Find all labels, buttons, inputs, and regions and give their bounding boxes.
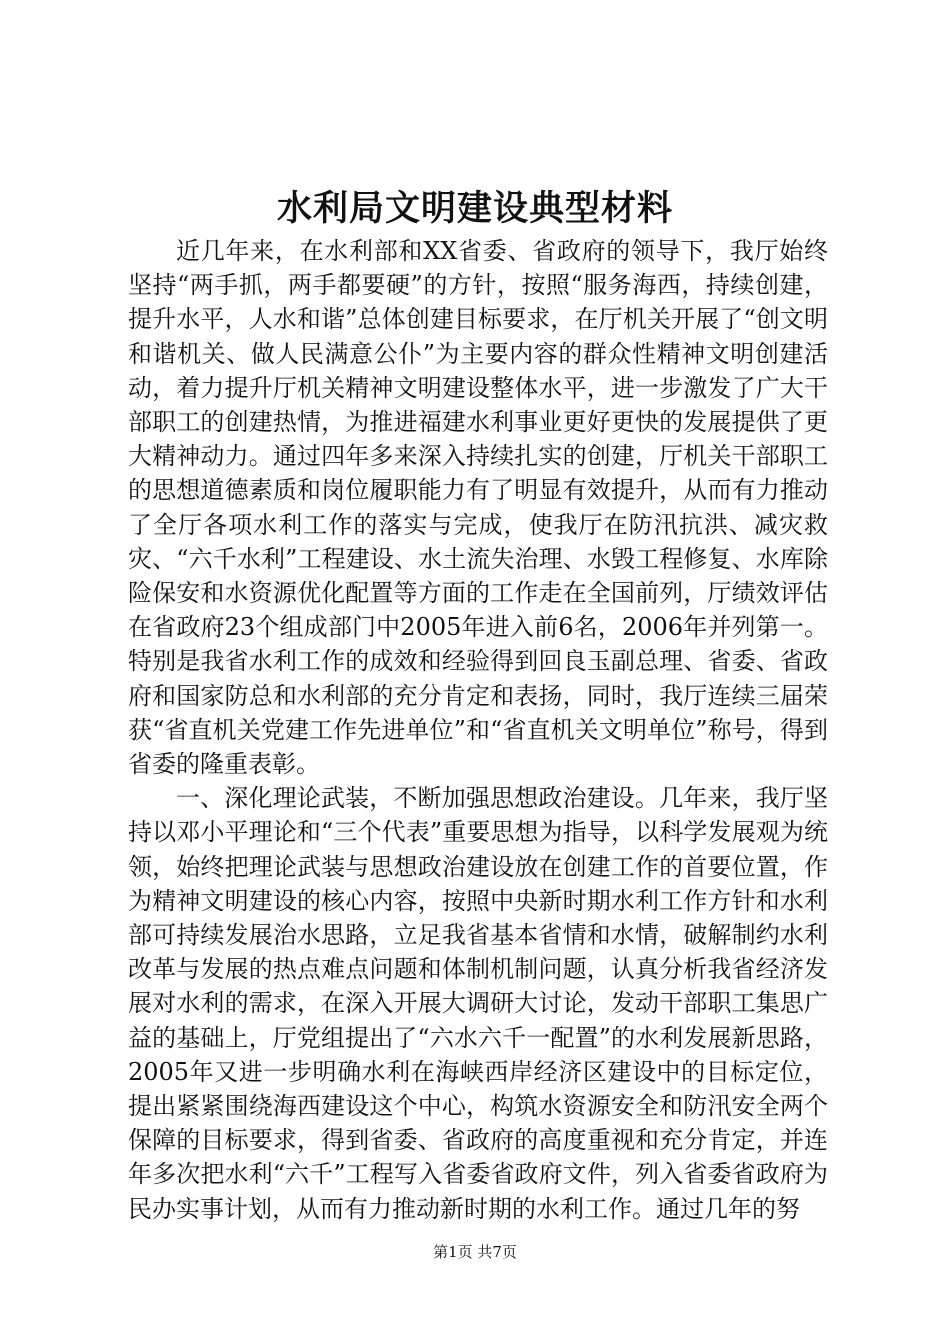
paragraph-section-1: 一、深化理论武装，不断加强思想政治建设。几年来，我厅坚持以邓小平理论和“三个代表”重要思想为指导，以科学发展观为统领，始终把理论武装与思想政治建设放在创建工作的首要位置，作为精神文明建设的核心内容，按照中央新时期水利工作方针和水利部可持续发展治水思路，立足我省基本省情和水情，破解制约水利改革与发展的热点难点问题和体制机制问题，认真分析我省经济发展对水利的需求，在深入开展大调研大讨论，发动干部职工集思广益的基础上，厅党组提出了“六水六千一配置”的水利发展新思路，2005年又进一步明确水利在海峡西岸经济区建设中的目标定位，提出紧紧围绕海西建设这个中心，构筑水资源安全和防汛安全两个保障的目标要求，得到省委、省政府的高度重视和充分肯定，并连年多次把水利“六千”工程写入省委省政府文件，列入省委省政府为民办实事计划，从而有力推动新时期的水利工作。通过几年的努 (128, 784, 828, 1223)
document-title: 水利局文明建设典型材料 (276, 188, 673, 229)
paragraph-intro: 近几年来，在水利部和XX省委、省政府的领导下，我厅始终坚持“两手抓，两手都要硬”的方针，按照“服务海西，持续创建，提升水平，人水和谐”总体创建目标要求，在厅机关开展了“创文明和谐机关、做人民满意公仆”为主要内容的群众性精神文明创建活动，着力提升厅机关精神文明建设整体水平，进一步激发了广大干部职工的创建热情，为推进福建水利事业更好更快的发展提供了更大精神动力。通过四年多来深入持续扎实的创建，厅机关干部职工的思想道德素质和岗位履职能力有了明显有效提升，从而有力推动了全厅各项水利工作的落实与完成，使我厅在防汛抗洪、减灾救灾、“六千水利”工程建设、水土流失治理、水毁工程修复、水库除险保安和水资源优化配置等方面的工作走在全国前列，厅绩效评估在省政府23个组成部门中2005年进入前6名，2006年并列第一。特别是我省水利工作的成效和经验得到回良玉副总理、省委、省政府和国家防总和水利部的充分肯定和表扬，同时，我厅连续三届荣获“省直机关党建工作先进单位”和“省直机关文明单位”称号，得到省委的隆重表彰。 (128, 237, 828, 779)
page-number-footer: 第1页 共7页 (433, 1243, 517, 1261)
document-body (128, 234, 828, 1226)
